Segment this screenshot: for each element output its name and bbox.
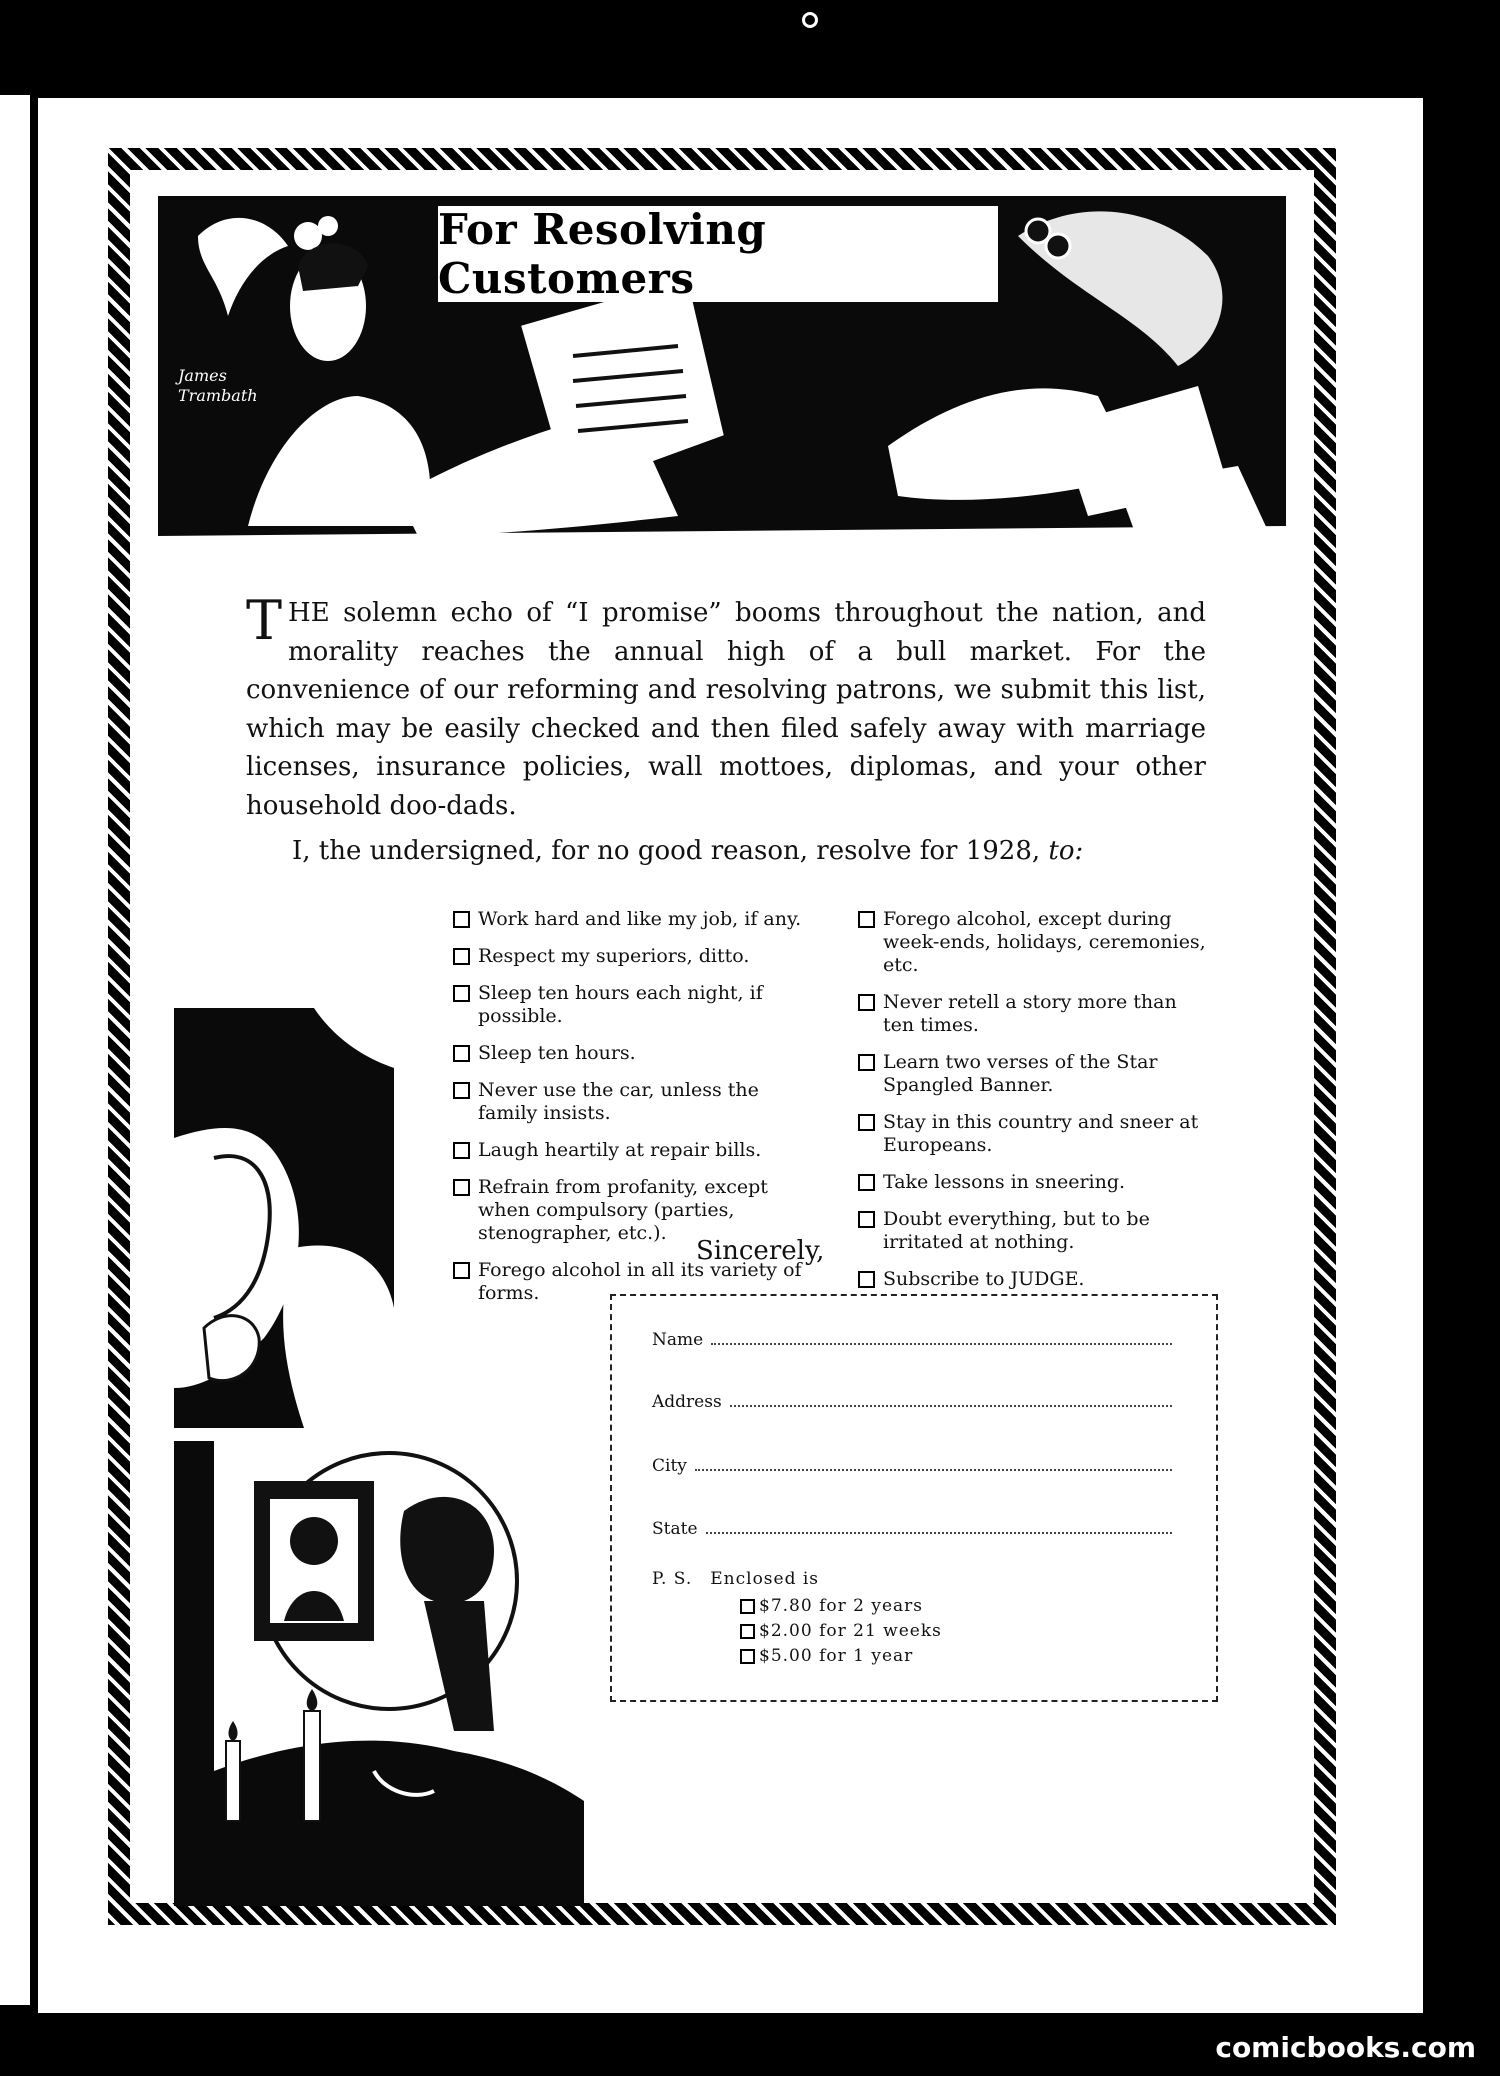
checkbox[interactable] xyxy=(453,911,470,928)
checkbox[interactable] xyxy=(858,994,875,1011)
resolution-label: Doubt everything, but to be irritated at nothing. xyxy=(883,1208,1150,1253)
subscription-option xyxy=(740,1596,923,1616)
checkbox[interactable] xyxy=(453,948,470,965)
resolution-item xyxy=(453,945,803,968)
city-field[interactable] xyxy=(695,1468,1172,1471)
state-row xyxy=(652,1519,1172,1539)
drop-cap: T xyxy=(246,589,283,652)
svg-text:Trambath: Trambath xyxy=(178,386,258,405)
ps-line xyxy=(652,1569,819,1589)
resolution-label: Subscribe to JUDGE. xyxy=(883,1268,1085,1290)
checkbox[interactable] xyxy=(453,985,470,1002)
resolution-item xyxy=(453,1079,803,1125)
closing: Sincerely, xyxy=(696,1236,825,1266)
resolve-emphasis: to: xyxy=(1048,836,1084,866)
resolution-label: Never retell a story more than ten times. xyxy=(883,991,1177,1036)
option-label: $5.00 for 1 year xyxy=(759,1646,914,1666)
resolution-label: Respect my superiors, ditto. xyxy=(478,945,750,967)
svg-text:James: James xyxy=(178,366,227,385)
option-label: $7.80 for 2 years xyxy=(759,1596,923,1616)
resolution-item xyxy=(453,1139,803,1162)
checkbox[interactable] xyxy=(453,1142,470,1159)
resolution-item xyxy=(453,1176,803,1245)
page-title: For Resolving Customers xyxy=(438,205,767,303)
ps-label: P. S. xyxy=(652,1569,693,1589)
checkbox[interactable] xyxy=(858,1174,875,1191)
name-field[interactable] xyxy=(711,1342,1172,1345)
city-row xyxy=(652,1456,1172,1476)
checkbox[interactable] xyxy=(740,1649,755,1664)
checkbox[interactable] xyxy=(453,1045,470,1062)
checkbox[interactable] xyxy=(858,1271,875,1288)
checkbox[interactable] xyxy=(858,911,875,928)
resolution-item xyxy=(858,908,1208,977)
checkbox[interactable] xyxy=(453,1262,470,1279)
checkbox[interactable] xyxy=(740,1599,755,1614)
checkbox[interactable] xyxy=(740,1624,755,1639)
checkbox[interactable] xyxy=(858,1114,875,1131)
resolve-line xyxy=(292,836,1192,866)
resolution-label: Laugh heartily at repair bills. xyxy=(478,1139,762,1161)
subscription-option xyxy=(740,1646,913,1666)
title-panel xyxy=(438,206,998,302)
enclosed-label: Enclosed is xyxy=(710,1569,820,1589)
subscription-form xyxy=(610,1294,1218,1702)
resolution-label: Forego alcohol, except during week-ends, holidays, ceremonies, etc. xyxy=(883,908,1206,976)
state-label: State xyxy=(652,1519,698,1539)
resolution-item xyxy=(858,1051,1208,1097)
resolution-item xyxy=(858,1111,1208,1157)
adjacent-page-edge xyxy=(0,95,30,2005)
resolution-item xyxy=(453,908,803,931)
checkbox[interactable] xyxy=(858,1211,875,1228)
option-label: $2.00 for 21 weeks xyxy=(759,1621,942,1641)
checkbox[interactable] xyxy=(858,1054,875,1071)
subscription-option xyxy=(740,1621,942,1641)
resolution-label: Forego alcohol in all its variety of forms. xyxy=(478,1259,802,1304)
resolution-label: Sleep ten hours each night, if possible. xyxy=(478,982,763,1027)
address-row xyxy=(652,1392,1172,1412)
intro-text: HE solemn echo of “I promise” booms throughout the nation, and morality reaches the annual high of a bull market. For the convenience of our reforming and resolving patrons, we submit this list, which may be easily checked and then filed safely away with marriage licenses, insurance policies, wall mottoes, diplomas, and your other household doo-dads. xyxy=(246,598,1206,821)
binding-hole xyxy=(802,12,818,28)
resolution-label: Never use the car, unless the family insists. xyxy=(478,1079,759,1124)
resolution-item xyxy=(453,982,803,1028)
page-content xyxy=(158,196,1286,1908)
resolution-item xyxy=(858,1208,1208,1254)
resolution-label: Sleep ten hours. xyxy=(478,1042,636,1064)
resolutions-right-column xyxy=(858,908,1208,1305)
scroll-illustration xyxy=(174,1008,394,1428)
name-row xyxy=(652,1330,1172,1350)
city-label: City xyxy=(652,1456,687,1476)
portrait-candle-illustration xyxy=(174,1441,584,1906)
resolution-item xyxy=(453,1042,803,1065)
resolution-label: Learn two verses of the Star Spangled Banner. xyxy=(883,1051,1158,1096)
resolution-label: Refrain from profanity, except when compulsory (parties, stenographer, etc.). xyxy=(478,1176,768,1244)
watermark: comicbooks.com xyxy=(1215,2031,1476,2064)
address-field[interactable] xyxy=(730,1404,1172,1407)
resolution-item xyxy=(858,991,1208,1037)
resolution-item xyxy=(858,1268,1208,1291)
resolution-label: Stay in this country and sneer at Europeans. xyxy=(883,1111,1199,1156)
resolution-label: Take lessons in sneering. xyxy=(883,1171,1126,1193)
resolution-item xyxy=(858,1171,1208,1194)
state-field[interactable] xyxy=(706,1531,1172,1534)
name-label: Name xyxy=(652,1330,704,1350)
address-label: Address xyxy=(652,1392,722,1412)
resolve-text: I, the undersigned, for no good reason, resolve for 1928, xyxy=(292,836,1041,866)
checkbox[interactable] xyxy=(453,1082,470,1099)
intro-paragraph xyxy=(246,589,1206,825)
resolution-label: Work hard and like my job, if any. xyxy=(478,908,802,930)
checkbox[interactable] xyxy=(453,1179,470,1196)
